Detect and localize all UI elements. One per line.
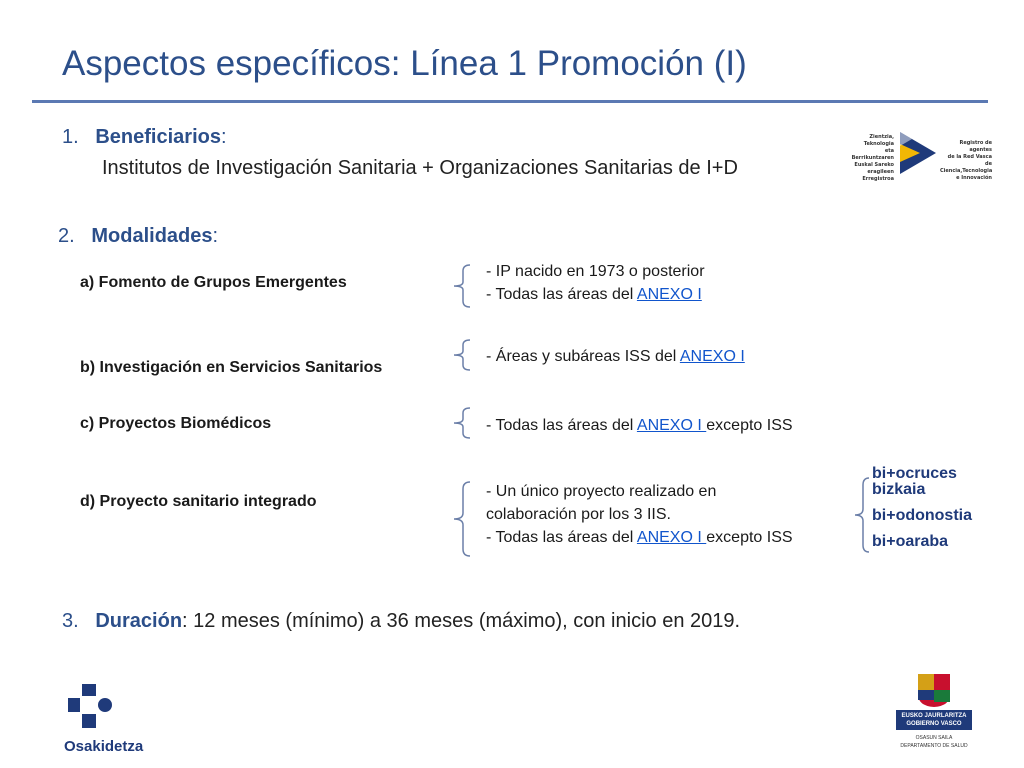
brace-icon [448,263,474,309]
brace-icon [448,480,474,558]
modality-detail [486,480,793,549]
page-title: Aspectos específicos: Línea 1 Promoción (I) [62,44,747,83]
section-number: 1. [62,126,79,148]
osakidetza-logo [64,684,164,760]
section-label: Modalidades [91,225,213,247]
section-number: 3. [62,610,79,632]
detail-line: - Todas las áreas del ANEXO I excepto ISS [486,417,793,434]
osakidetza-cross-icon [68,684,112,728]
modality-label: b) Investigación en Servicios Sanitarios [80,359,383,376]
biodonostia-logo: bi+odonostia [872,507,972,524]
section-colon: : [212,225,219,247]
gobierno-vasco-logo [896,672,972,762]
modality-detail [486,260,705,306]
coat-of-arms-icon [916,672,952,708]
anexo-link[interactable]: ANEXO I [636,417,707,434]
detail-line: - Todas las áreas del ANEXO I excepto ISS [486,529,793,546]
bio-logos [872,466,992,550]
modality-label: a) Fomento de Grupos Emergentes [80,274,347,291]
detail-line: - Todas las áreas del ANEXO I [486,286,702,303]
registry-logo [842,130,993,182]
brace-icon [852,476,872,554]
title-divider [32,100,988,103]
anexo-link[interactable]: ANEXO I [636,286,702,303]
biocruces-logo-sub: bizkaia [872,481,926,498]
registry-logo-text-es: Registro de agentes de la Red Vasca de Ciencia,Tecnologia e Innovación [940,140,993,181]
section-colon: : [220,126,227,148]
bioaraba-logo: bi+oaraba [872,533,949,550]
beneficiarios-text: Institutos de Investigación Sanitaria + Organizaciones Sanitarias de I+D [102,157,738,179]
brace-icon [448,406,474,440]
gov-banner: EUSKO JAURLARITZA GOBIERNO VASCO [896,710,972,730]
duracion-text: : 12 meses (mínimo) a 36 meses (máximo), con inicio en 2019. [182,610,741,632]
detail-line: colaboración por los 3 IIS. [486,506,671,523]
detail-line: - Un único proyecto realizado en [486,483,717,500]
registry-logo-text-eu: Zientzia, Teknologia eta Berrikuntzaren Euskal Sareko eragileen Erregistroa [851,134,894,182]
dept-text: OSASUN SAILA DEPARTAMENTO DE SALUD [900,735,968,749]
triangle-logo-icon [898,130,938,176]
biocruces-logo: bi+ocruces [872,465,957,482]
modality-detail [486,414,793,437]
brace-icon [448,338,474,372]
section-modalidades-heading [58,225,218,248]
section-label: Beneficiarios [95,126,221,148]
modality-detail [486,345,745,368]
detail-line: - Áreas y subáreas ISS del ANEXO I [486,348,745,365]
anexo-link[interactable]: ANEXO I [679,348,745,365]
section-duracion [62,610,740,633]
section-label: Duración [95,610,183,632]
section-beneficiarios-heading [62,126,227,149]
modality-label: d) Proyecto sanitario integrado [80,493,317,510]
modality-label: c) Proyectos Biomédicos [80,415,272,432]
anexo-link[interactable]: ANEXO I [636,529,707,546]
osakidetza-text: Osakidetza [64,738,144,755]
detail-line: - IP nacido en 1973 o posterior [486,263,705,280]
section-number: 2. [58,225,75,247]
